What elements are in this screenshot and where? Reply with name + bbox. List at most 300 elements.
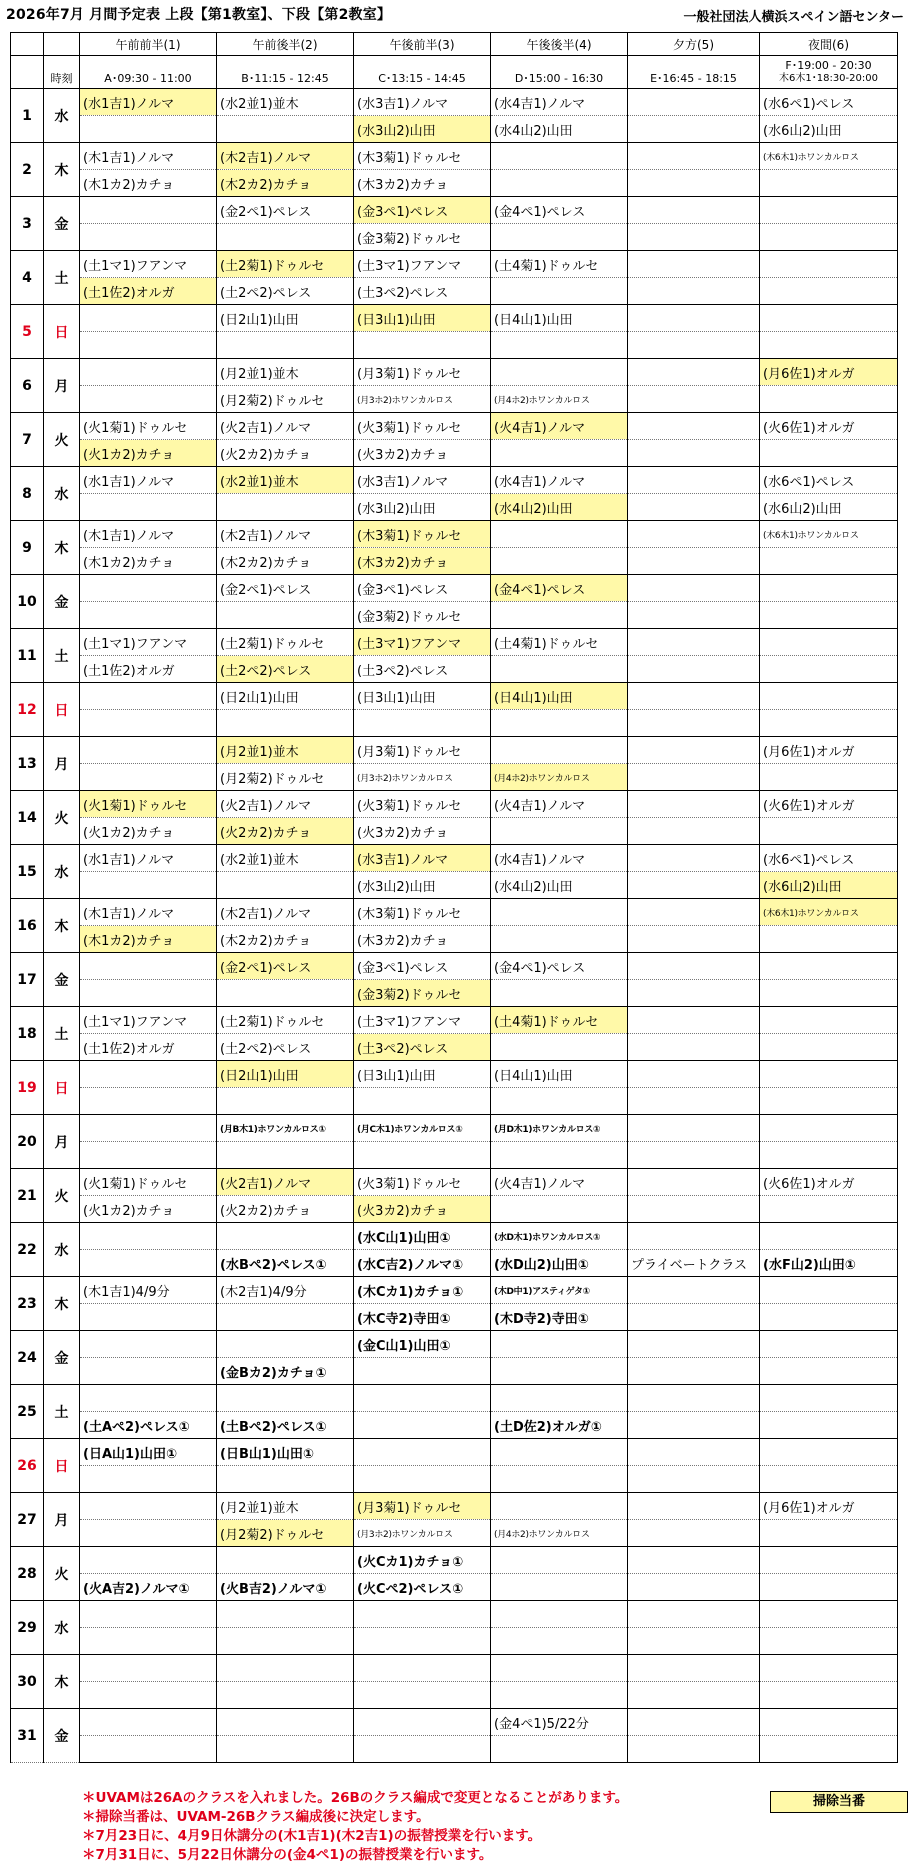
- class-cell: (木2吉1)ノルマ: [217, 521, 354, 548]
- class-cell: [217, 1547, 354, 1574]
- class-cell: (金3菊2)ドゥルセ: [354, 224, 491, 251]
- class-cell: [354, 1736, 491, 1763]
- class-cell: (木2カ2)カチョ: [217, 548, 354, 575]
- organization-name: 一般社団法人横浜スペイン語センター: [683, 10, 904, 25]
- class-cell: [628, 1169, 760, 1196]
- day-number: 27: [11, 1493, 44, 1547]
- class-cell: (水1吉1)ノルマ: [80, 89, 217, 116]
- class-cell: (月2菊2)ドゥルセ: [217, 386, 354, 413]
- class-cell: [217, 1142, 354, 1169]
- class-cell: (木1吉1)4/9分: [80, 1277, 217, 1304]
- class-cell: (水6ペ1)ペレス: [760, 467, 898, 494]
- class-cell: [628, 656, 760, 683]
- class-cell: [628, 629, 760, 656]
- class-cell: [217, 1601, 354, 1628]
- class-cell: [628, 1547, 760, 1574]
- weekday: 金: [44, 197, 80, 251]
- header-blank-cell: [11, 56, 44, 89]
- class-cell: (月3菊1)ドゥルセ: [354, 737, 491, 764]
- class-cell: [80, 1331, 217, 1358]
- class-cell: [628, 899, 760, 926]
- day-number: 14: [11, 791, 44, 845]
- class-cell: (月3菊1)ドゥルセ: [354, 359, 491, 386]
- day-row: [11, 521, 898, 548]
- class-cell: [628, 1223, 760, 1250]
- weekday: 土: [44, 251, 80, 305]
- day-number: 25: [11, 1385, 44, 1439]
- class-cell: [491, 548, 628, 575]
- weekday: 日: [44, 305, 80, 359]
- class-cell: [760, 305, 898, 332]
- class-cell: [491, 1628, 628, 1655]
- class-cell: (月4ホ2)ホワンカルロス: [491, 764, 628, 791]
- class-cell: (月4ホ2)ホワンカルロス: [491, 1520, 628, 1547]
- class-cell: [628, 1682, 760, 1709]
- class-cell: (水3吉1)ノルマ: [354, 89, 491, 116]
- day-row: [11, 1277, 898, 1304]
- class-cell: (月2並1)並木: [217, 359, 354, 386]
- day-number: 10: [11, 575, 44, 629]
- note-line: ＊7月31日に、5月22日休講分の(金4ペ1)の振替授業を行います。: [82, 1847, 493, 1863]
- weekday: 金: [44, 1709, 80, 1763]
- class-cell: [491, 1547, 628, 1574]
- note-line: ＊UVAMは26Aのクラスを入れました。26Bのクラス編成で変更となることがあります。: [82, 1790, 629, 1806]
- weekday: 日: [44, 1061, 80, 1115]
- class-cell: [491, 818, 628, 845]
- day-row: [11, 1358, 898, 1385]
- class-cell: [628, 1061, 760, 1088]
- class-cell: (木C寺2)寺田①: [354, 1304, 491, 1331]
- class-cell: [80, 1142, 217, 1169]
- day-number: 28: [11, 1547, 44, 1601]
- class-cell: [80, 332, 217, 359]
- class-cell: (月3菊1)ドゥルセ: [354, 1493, 491, 1520]
- class-cell: [491, 710, 628, 737]
- class-cell: [354, 1628, 491, 1655]
- class-cell: [217, 872, 354, 899]
- class-cell: (木D寺2)寺田①: [491, 1304, 628, 1331]
- class-cell: (水3山2)山田: [354, 872, 491, 899]
- class-cell: (水6山2)山田: [760, 494, 898, 521]
- class-cell: [760, 251, 898, 278]
- day-number: 4: [11, 251, 44, 305]
- class-cell: [491, 1358, 628, 1385]
- day-number: 13: [11, 737, 44, 791]
- class-cell: [760, 926, 898, 953]
- class-cell: (金3ペ1)ペレス: [354, 197, 491, 224]
- day-row: [11, 1142, 898, 1169]
- class-cell: [80, 197, 217, 224]
- day-number: 17: [11, 953, 44, 1007]
- day-row: [11, 1736, 898, 1763]
- class-cell: (火3カ2)カチョ: [354, 818, 491, 845]
- class-cell: [760, 1331, 898, 1358]
- class-cell: [354, 1439, 491, 1466]
- class-cell: (金4ペ1)ペレス: [491, 575, 628, 602]
- class-cell: [491, 1385, 628, 1412]
- class-cell: (木Cカ1)カチョ①: [354, 1277, 491, 1304]
- class-cell: [760, 1628, 898, 1655]
- class-cell: [760, 1385, 898, 1412]
- class-cell: (木6木1)ホワンカルロス: [760, 899, 898, 926]
- day-row: [11, 305, 898, 332]
- class-cell: [80, 1520, 217, 1547]
- class-cell: [80, 1466, 217, 1493]
- day-row: [11, 1304, 898, 1331]
- class-cell: [760, 1061, 898, 1088]
- class-cell: (木1カ2)カチョ: [80, 926, 217, 953]
- class-cell: [628, 1736, 760, 1763]
- class-cell: [217, 332, 354, 359]
- day-row: [11, 1682, 898, 1709]
- class-cell: [628, 89, 760, 116]
- class-cell: [80, 710, 217, 737]
- day-number: 11: [11, 629, 44, 683]
- class-cell: [491, 278, 628, 305]
- class-cell: (土1マ1)フアンマ: [80, 1007, 217, 1034]
- class-cell: (月B木1)ホワンカルロス①: [217, 1115, 354, 1142]
- class-cell: [354, 710, 491, 737]
- class-cell: (土2ペ2)ペレス: [217, 278, 354, 305]
- class-cell: [354, 1709, 491, 1736]
- class-cell: [628, 764, 760, 791]
- class-cell: [760, 1736, 898, 1763]
- class-cell: (日2山1)山田: [217, 683, 354, 710]
- class-cell: (木6木1)ホワンカルロス: [760, 143, 898, 170]
- class-cell: [80, 1358, 217, 1385]
- class-cell: [760, 1439, 898, 1466]
- class-cell: [628, 1277, 760, 1304]
- class-cell: (火2カ2)カチョ: [217, 818, 354, 845]
- evening-time-line: 木6木1･18:30-20:00: [779, 73, 878, 84]
- day-row: [11, 1601, 898, 1628]
- class-cell: [491, 1142, 628, 1169]
- day-row: [11, 980, 898, 1007]
- class-cell: [628, 1385, 760, 1412]
- class-cell: (火2吉1)ノルマ: [217, 413, 354, 440]
- class-cell: [217, 1655, 354, 1682]
- period-header: 午後前半(3): [354, 33, 491, 56]
- class-cell: [628, 926, 760, 953]
- class-cell: [491, 1466, 628, 1493]
- day-row: [11, 1250, 898, 1277]
- class-cell: [80, 1709, 217, 1736]
- class-cell: [354, 1412, 491, 1439]
- class-cell: (木1吉1)ノルマ: [80, 521, 217, 548]
- class-cell: [760, 1466, 898, 1493]
- class-cell: [628, 1358, 760, 1385]
- class-cell: [491, 1196, 628, 1223]
- day-row: [11, 710, 898, 737]
- class-cell: [491, 1736, 628, 1763]
- class-cell: (月D木1)ホワンカルロス①: [491, 1115, 628, 1142]
- class-cell: (日B山1)山田①: [217, 1439, 354, 1466]
- class-cell: (水4吉1)ノルマ: [491, 845, 628, 872]
- day-row: [11, 197, 898, 224]
- class-cell: [217, 224, 354, 251]
- class-cell: (土3ペ2)ペレス: [354, 656, 491, 683]
- class-cell: (火6佐1)オルガ: [760, 791, 898, 818]
- class-cell: [80, 1628, 217, 1655]
- period-header: 夜間(6): [760, 33, 898, 56]
- weekday: 土: [44, 1385, 80, 1439]
- weekday: 土: [44, 1007, 80, 1061]
- class-cell: (水6ペ1)ペレス: [760, 89, 898, 116]
- class-cell: (金Bカ2)カチョ①: [217, 1358, 354, 1385]
- day-number: 24: [11, 1331, 44, 1385]
- class-cell: (火Cペ2)ペレス①: [354, 1574, 491, 1601]
- class-cell: (土Bペ2)ペレス①: [217, 1412, 354, 1439]
- class-cell: [80, 1385, 217, 1412]
- class-cell: (土Aペ2)ペレス①: [80, 1412, 217, 1439]
- weekday: 水: [44, 89, 80, 143]
- class-cell: [491, 440, 628, 467]
- class-cell: [491, 359, 628, 386]
- class-cell: (木1カ2)カチョ: [80, 170, 217, 197]
- class-cell: (火1菊1)ドゥルセ: [80, 791, 217, 818]
- day-number: 31: [11, 1709, 44, 1763]
- day-row: [11, 845, 898, 872]
- class-cell: (水3山2)山田: [354, 116, 491, 143]
- class-cell: [760, 1520, 898, 1547]
- class-cell: (土4菊1)ドゥルセ: [491, 629, 628, 656]
- class-cell: (木2カ2)カチョ: [217, 170, 354, 197]
- class-cell: (木2カ2)カチョ: [217, 926, 354, 953]
- class-cell: (水4山2)山田: [491, 116, 628, 143]
- weekday: 木: [44, 521, 80, 575]
- class-cell: (水3吉1)ノルマ: [354, 845, 491, 872]
- class-cell: [80, 1223, 217, 1250]
- class-cell: [628, 224, 760, 251]
- day-row: [11, 467, 898, 494]
- evening-time-header: [760, 56, 898, 89]
- class-cell: [80, 737, 217, 764]
- class-cell: (土3マ1)フアンマ: [354, 251, 491, 278]
- day-number: 19: [11, 1061, 44, 1115]
- header-blank-cell: [44, 33, 80, 56]
- class-cell: (土1佐2)オルガ: [80, 656, 217, 683]
- day-row: [11, 1628, 898, 1655]
- day-row: [11, 1088, 898, 1115]
- class-cell: [628, 1412, 760, 1439]
- class-cell: [760, 1358, 898, 1385]
- class-cell: (水4山2)山田: [491, 494, 628, 521]
- day-row: [11, 170, 898, 197]
- note-line: ＊7月23日に、4月9日休講分の(木1吉1)(木2吉1)の振替授業を行います。: [82, 1828, 542, 1844]
- class-cell: (金3菊2)ドゥルセ: [354, 602, 491, 629]
- class-cell: [491, 926, 628, 953]
- class-cell: (土D佐2)オルガ①: [491, 1412, 628, 1439]
- class-cell: (火2カ2)カチョ: [217, 440, 354, 467]
- class-cell: (木3カ2)カチョ: [354, 170, 491, 197]
- class-cell: [628, 737, 760, 764]
- class-cell: (月6佐1)オルガ: [760, 1493, 898, 1520]
- day-number: 30: [11, 1655, 44, 1709]
- class-cell: [760, 683, 898, 710]
- day-number: 26: [11, 1439, 44, 1493]
- day-row: [11, 278, 898, 305]
- day-row: [11, 791, 898, 818]
- weekday: 金: [44, 1331, 80, 1385]
- class-cell: (土2ペ2)ペレス: [217, 1034, 354, 1061]
- day-row: [11, 1466, 898, 1493]
- day-row: [11, 953, 898, 980]
- time-header: B･11:15 - 12:45: [217, 56, 354, 89]
- class-cell: [491, 1655, 628, 1682]
- day-number: 21: [11, 1169, 44, 1223]
- class-cell: [80, 953, 217, 980]
- day-row: [11, 683, 898, 710]
- class-cell: [628, 1115, 760, 1142]
- class-cell: (水D木1)ホワンカルロス①: [491, 1223, 628, 1250]
- class-cell: (水D山2)山田①: [491, 1250, 628, 1277]
- class-cell: (金C山1)山田①: [354, 1331, 491, 1358]
- class-cell: [628, 1304, 760, 1331]
- time-header: D･15:00 - 16:30: [491, 56, 628, 89]
- class-cell: [760, 1682, 898, 1709]
- day-row: [11, 332, 898, 359]
- day-number: 15: [11, 845, 44, 899]
- class-cell: [628, 1007, 760, 1034]
- time-header: E･16:45 - 18:15: [628, 56, 760, 89]
- day-number: 29: [11, 1601, 44, 1655]
- class-cell: (日2山1)山田: [217, 1061, 354, 1088]
- day-number: 22: [11, 1223, 44, 1277]
- class-cell: [217, 1682, 354, 1709]
- class-cell: [491, 143, 628, 170]
- day-number: 2: [11, 143, 44, 197]
- class-cell: [628, 845, 760, 872]
- class-cell: (木2吉1)ノルマ: [217, 143, 354, 170]
- class-cell: [491, 602, 628, 629]
- day-row: [11, 1709, 898, 1736]
- class-cell: (水4吉1)ノルマ: [491, 89, 628, 116]
- class-cell: [628, 1034, 760, 1061]
- class-cell: (火6佐1)オルガ: [760, 413, 898, 440]
- class-cell: (木3カ2)カチョ: [354, 926, 491, 953]
- class-cell: [80, 683, 217, 710]
- class-cell: (土1佐2)オルガ: [80, 278, 217, 305]
- class-cell: [80, 872, 217, 899]
- class-cell: (金4ペ1)5/22分: [491, 1709, 628, 1736]
- weekday: 土: [44, 629, 80, 683]
- class-cell: [628, 278, 760, 305]
- class-cell: [217, 1304, 354, 1331]
- day-row: [11, 764, 898, 791]
- class-cell: [80, 1304, 217, 1331]
- weekday: 水: [44, 1223, 80, 1277]
- class-cell: (日2山1)山田: [217, 305, 354, 332]
- class-cell: [628, 521, 760, 548]
- class-cell: [760, 332, 898, 359]
- class-cell: [628, 1196, 760, 1223]
- day-number: 7: [11, 413, 44, 467]
- class-cell: (月2並1)並木: [217, 1493, 354, 1520]
- notes: [82, 1789, 628, 1865]
- class-cell: (火3菊1)ドゥルセ: [354, 413, 491, 440]
- class-cell: [628, 1142, 760, 1169]
- class-cell: (木3菊1)ドゥルセ: [354, 521, 491, 548]
- class-cell: [628, 683, 760, 710]
- class-cell: [628, 413, 760, 440]
- day-row: [11, 1547, 898, 1574]
- class-cell: (月4ホ2)ホワンカルロス: [491, 386, 628, 413]
- class-cell: [628, 980, 760, 1007]
- class-cell: (木3カ2)カチョ: [354, 548, 491, 575]
- class-cell: [760, 1601, 898, 1628]
- class-cell: [628, 197, 760, 224]
- day-row: [11, 1061, 898, 1088]
- class-cell: [628, 602, 760, 629]
- day-number: 12: [11, 683, 44, 737]
- class-cell: (火1菊1)ドゥルセ: [80, 1169, 217, 1196]
- class-cell: [80, 1736, 217, 1763]
- class-cell: [491, 224, 628, 251]
- weekday: 日: [44, 683, 80, 737]
- weekday: 木: [44, 1277, 80, 1331]
- day-number: 1: [11, 89, 44, 143]
- class-cell: (木2吉1)ノルマ: [217, 899, 354, 926]
- page-title: 2026年7月 月間予定表 上段【第1教室】、下段【第2教室】: [6, 7, 392, 23]
- day-row: [11, 1655, 898, 1682]
- class-cell: [628, 1709, 760, 1736]
- class-cell: (金3菊2)ドゥルセ: [354, 980, 491, 1007]
- class-cell: (火4吉1)ノルマ: [491, 791, 628, 818]
- class-cell: [491, 1682, 628, 1709]
- class-cell: [80, 359, 217, 386]
- class-cell: (水1吉1)ノルマ: [80, 467, 217, 494]
- weekday: 火: [44, 1169, 80, 1223]
- class-cell: (水6ペ1)ペレス: [760, 845, 898, 872]
- class-cell: [217, 980, 354, 1007]
- class-cell: (土2菊1)ドゥルセ: [217, 629, 354, 656]
- class-cell: (火2吉1)ノルマ: [217, 1169, 354, 1196]
- class-cell: [760, 575, 898, 602]
- class-cell: (金3ペ1)ペレス: [354, 575, 491, 602]
- class-cell: [760, 1115, 898, 1142]
- class-cell: [760, 953, 898, 980]
- class-cell: (月2菊2)ドゥルセ: [217, 764, 354, 791]
- class-cell: [628, 1628, 760, 1655]
- class-cell: (水4山2)山田: [491, 872, 628, 899]
- class-cell: [491, 332, 628, 359]
- class-cell: [760, 656, 898, 683]
- class-cell: [80, 305, 217, 332]
- day-row: [11, 1385, 898, 1412]
- class-cell: (金2ペ1)ペレス: [217, 575, 354, 602]
- class-cell: [628, 359, 760, 386]
- class-cell: [354, 1682, 491, 1709]
- class-cell: [628, 791, 760, 818]
- class-cell: (火4吉1)ノルマ: [491, 413, 628, 440]
- day-row: [11, 359, 898, 386]
- class-cell: [760, 1547, 898, 1574]
- class-cell: [491, 1574, 628, 1601]
- class-cell: (水2並1)並木: [217, 89, 354, 116]
- day-row: [11, 1115, 898, 1142]
- day-row: [11, 548, 898, 575]
- weekday: 金: [44, 575, 80, 629]
- weekday: 水: [44, 467, 80, 521]
- class-cell: [760, 1574, 898, 1601]
- class-cell: (火1カ2)カチョ: [80, 440, 217, 467]
- class-cell: (水4吉1)ノルマ: [491, 467, 628, 494]
- class-cell: (土2菊1)ドゥルセ: [217, 1007, 354, 1034]
- class-cell: [80, 116, 217, 143]
- class-cell: (火A吉2)ノルマ①: [80, 1574, 217, 1601]
- class-cell: (火2吉1)ノルマ: [217, 791, 354, 818]
- class-cell: [80, 980, 217, 1007]
